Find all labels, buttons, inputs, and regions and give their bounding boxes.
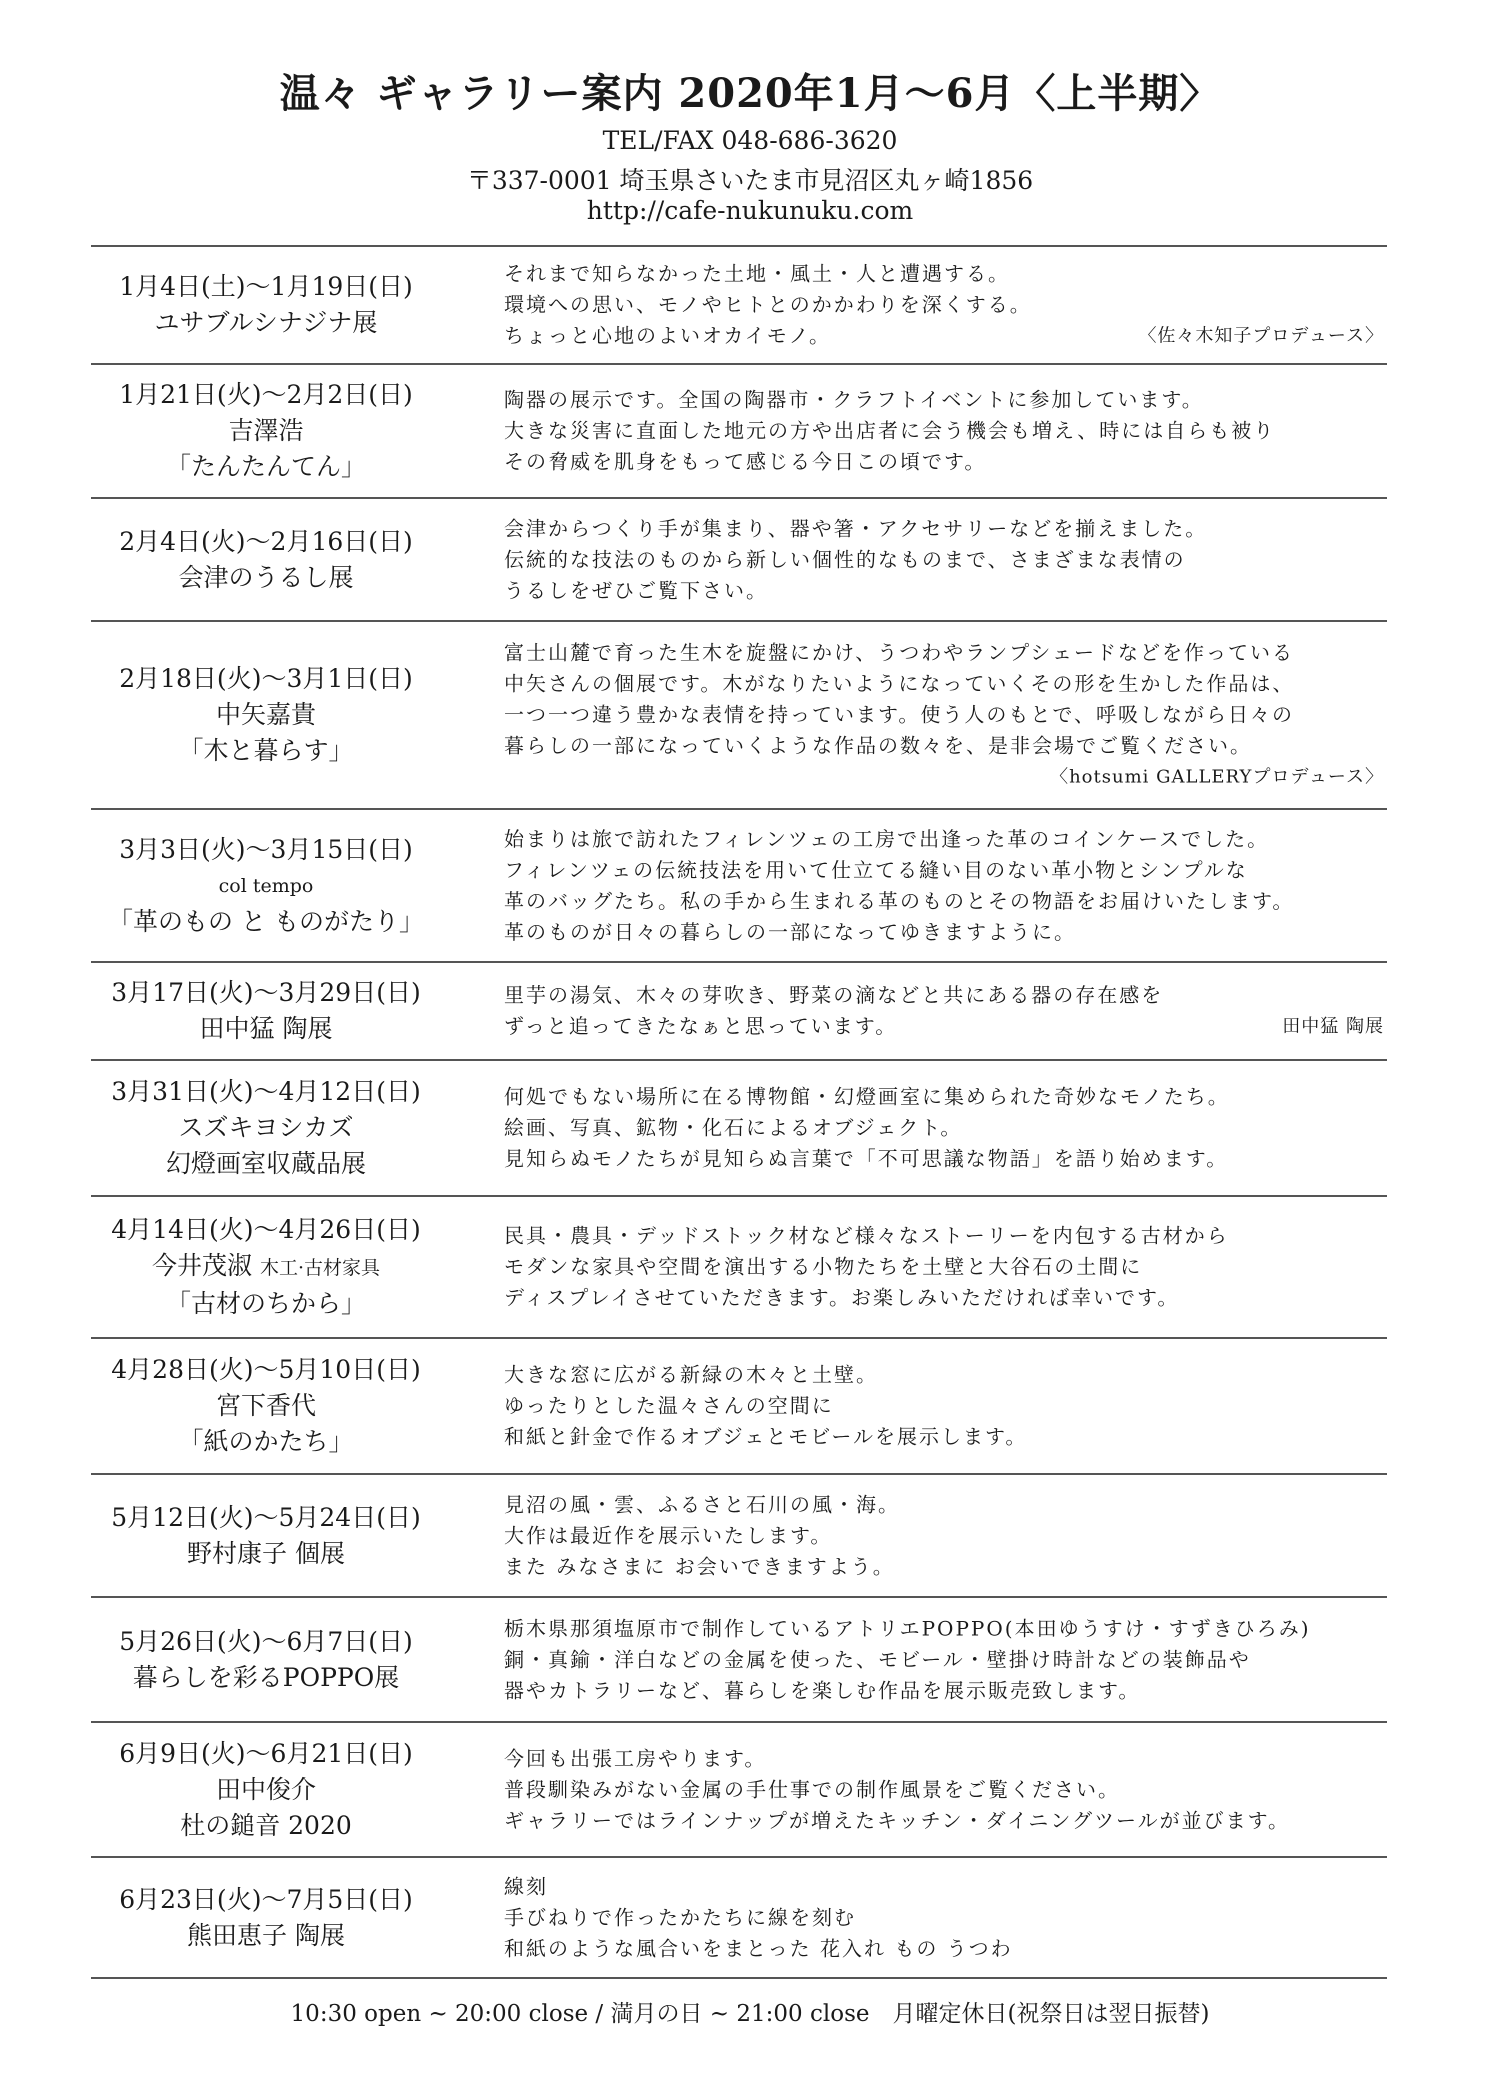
event-dates xyxy=(91,832,441,868)
description-text: モダンな家具や空間を演出する小物たちを土壁と大谷石の土間に xyxy=(504,1254,1143,1279)
event-name xyxy=(91,305,441,341)
event-title-text: 田中猛 陶展 xyxy=(199,1014,333,1043)
event-row xyxy=(91,1858,1387,1977)
event-dates xyxy=(91,1212,441,1248)
event-name xyxy=(91,1536,441,1572)
event-title-text: col tempo xyxy=(218,874,314,897)
event-row xyxy=(91,1475,1387,1596)
event-title-text: 1月4日(土)〜1月19日(日) xyxy=(119,272,413,301)
event-description xyxy=(504,1743,1384,1836)
event-title-text: 野村康子 個展 xyxy=(187,1538,345,1568)
description-line xyxy=(504,980,1384,1011)
event-title-block xyxy=(91,269,441,341)
event-title-text: 6月23日(火)〜7月5日(日) xyxy=(119,1884,413,1914)
event-row xyxy=(91,622,1387,808)
description-text: 大作は最近作を展示いたします。 xyxy=(504,1523,833,1547)
event-description xyxy=(504,1871,1384,1964)
event-dates xyxy=(91,1352,441,1388)
event-row xyxy=(91,963,1387,1059)
event-name xyxy=(91,697,441,733)
description-text: 絵画、写真、鉱物・化石によるオブジェクト。 xyxy=(504,1115,963,1140)
description-text: 暮らしの一部になっていくような作品の数々を、是非会場でご覧ください。 xyxy=(504,733,1252,758)
event-row xyxy=(91,499,1387,620)
event-name xyxy=(91,1011,441,1047)
description-text: 手びねりで作ったかたちに線を刻む xyxy=(504,1905,856,1929)
event-title-text: 4月14日(火)〜4月26日(日) xyxy=(111,1215,421,1244)
event-title-text: 5月12日(火)〜5月24日(日) xyxy=(111,1502,421,1532)
description-line xyxy=(504,385,1384,416)
event-description xyxy=(504,824,1384,948)
description-line xyxy=(504,1283,1384,1314)
description-text: ギャラリーではラインナップが増えたキッチン・ダイニングツールが並びます。 xyxy=(504,1808,1290,1832)
description-line xyxy=(504,1805,1384,1836)
address: 〒337-0001 埼玉県さいたま市見沼区丸ヶ崎1856 xyxy=(466,166,1034,195)
event-title-text: 1月21日(火)〜2月2日(日) xyxy=(119,380,413,409)
description-line xyxy=(504,290,1384,321)
event-description xyxy=(504,1613,1384,1706)
event-dates xyxy=(91,975,441,1011)
event-title-block xyxy=(91,975,441,1047)
description-line xyxy=(504,1613,1384,1644)
description-line xyxy=(504,1221,1384,1252)
description-line xyxy=(504,513,1384,544)
event-name xyxy=(91,413,441,449)
event-name xyxy=(91,1772,441,1808)
description-line xyxy=(504,1011,1384,1042)
description-text: その脅威を肌身をもって感じる今日この頃です。 xyxy=(504,449,987,474)
description-text: 和紙のような風合いをまとった 花入れ もの うつわ xyxy=(504,1936,1013,1960)
event-description xyxy=(504,385,1384,478)
event-description xyxy=(504,259,1384,352)
event-name xyxy=(91,1248,441,1286)
event-title-text: 熊田恵子 陶展 xyxy=(187,1920,345,1950)
event-name xyxy=(91,1660,441,1696)
description-text: 見沼の風・雲、ふるさと石川の風・海。 xyxy=(504,1492,900,1516)
description-text: フィレンツェの伝統技法を用いて仕立てる縫い目のない革小物とシンプルな xyxy=(504,857,1248,882)
description-line xyxy=(504,575,1384,606)
event-dates xyxy=(91,661,441,697)
event-title-block xyxy=(91,1624,441,1696)
description-text: 器やカトラリーなど、暮らしを楽しむ作品を展示販売致します。 xyxy=(504,1678,1141,1702)
event-name xyxy=(91,449,441,485)
description-text: 伝統的な技法のものから新しい個性的なものまで、さまざまな表情の xyxy=(504,547,1186,571)
event-credit: 〈佐々木知子プロデュース〉 xyxy=(1138,325,1384,347)
description-text: 里芋の湯気、木々の芽吹き、野菜の滴などと共にある器の存在感を xyxy=(504,983,1164,1007)
tel-fax: TEL/FAX 048-686-3620 xyxy=(602,126,898,155)
description-text: 何処でもない場所に在る博物館・幻燈画室に集められた奇妙なモノたち。 xyxy=(504,1084,1230,1109)
event-title-text: 5月26日(火)〜6月7日(日) xyxy=(119,1626,413,1656)
description-text: ちょっと心地のよいオカイモノ。 xyxy=(504,323,831,348)
event-name xyxy=(91,868,441,904)
event-description xyxy=(504,513,1384,606)
description-line xyxy=(504,855,1384,886)
event-description xyxy=(504,638,1384,793)
event-title-text: スズキヨシカズ xyxy=(178,1113,354,1142)
description-line xyxy=(504,544,1384,575)
description-line xyxy=(504,1391,1384,1422)
event-title-text: 「革のもの と ものがたり」 xyxy=(108,906,424,936)
description-text: ゆったりとした温々さんの空間に xyxy=(504,1393,834,1418)
event-title-text: 3月17日(火)〜3月29日(日) xyxy=(111,978,421,1007)
event-name xyxy=(91,1424,441,1460)
description-line xyxy=(504,1144,1384,1175)
description-text: ディスプレイさせていただきます。お楽しみいただければ幸いです。 xyxy=(504,1285,1180,1310)
event-title-text: 「紙のかたち」 xyxy=(178,1427,354,1456)
description-text: 陶器の展示です。全国の陶器市・クラフトイベントに参加しています。 xyxy=(504,387,1204,412)
event-title-text: 宮下香代 xyxy=(215,1391,316,1420)
event-row xyxy=(91,1723,1387,1856)
event-title-block xyxy=(91,1882,441,1954)
description-text: 線刻 xyxy=(504,1874,548,1898)
event-row xyxy=(91,1598,1387,1721)
event-dates xyxy=(91,524,441,560)
description-line xyxy=(504,1520,1384,1551)
event-title-text: 幻燈画室収蔵品展 xyxy=(165,1149,366,1178)
event-name xyxy=(91,1146,441,1182)
description-line xyxy=(504,700,1384,731)
event-credit: 田中猛 陶展 xyxy=(1282,1016,1384,1037)
description-text: それまで知らなかった土地・風土・人と遭遇する。 xyxy=(504,261,1010,286)
divider xyxy=(91,1977,1387,1979)
event-name xyxy=(91,904,441,940)
description-text: 今回も出張工房やります。 xyxy=(504,1746,767,1770)
event-row xyxy=(91,1339,1387,1473)
description-line xyxy=(504,1774,1384,1805)
event-description xyxy=(504,1489,1384,1582)
event-title-block xyxy=(91,1212,441,1322)
description-text: 民具・農具・デッドストック材など様々なストーリーを内包する古材から xyxy=(504,1223,1229,1248)
description-text: 中矢さんの個展です。木がなりたいようになっていくその形を生かした作品は、 xyxy=(504,671,1295,696)
description-line xyxy=(504,321,1384,352)
description-text: 和紙と針金で作るオブジェとモビールを展示します。 xyxy=(504,1424,1028,1449)
event-name xyxy=(91,560,441,596)
event-row xyxy=(91,365,1387,497)
website-url: http://cafe-nukunuku.com xyxy=(586,196,914,225)
event-title-text: 「木と暮らす」 xyxy=(178,736,354,765)
event-description xyxy=(504,980,1384,1042)
event-title-text: 田中俊介 xyxy=(215,1774,316,1804)
event-dates xyxy=(91,377,441,413)
event-title-text: 6月9日(火)〜6月21日(日) xyxy=(119,1738,413,1768)
description-line xyxy=(504,1902,1384,1933)
event-title-text: 今井茂淑 xyxy=(151,1251,252,1280)
event-title-text: 吉澤浩 xyxy=(228,416,304,445)
event-title-text: 3月3日(火)〜3月15日(日) xyxy=(119,834,413,864)
description-text: 革のものが日々の暮らしの一部になってゆきますように。 xyxy=(504,919,1076,944)
description-line xyxy=(504,1082,1384,1113)
description-text: 環境への思い、モノやヒトとのかかわりを深くする。 xyxy=(504,292,1032,317)
event-dates xyxy=(91,1500,441,1536)
description-line xyxy=(504,1360,1384,1391)
description-text: 大きな窓に広がる新緑の木々と土壁。 xyxy=(504,1362,878,1387)
event-title-block xyxy=(91,1500,441,1572)
event-title-text: 「たんたんてん」 xyxy=(165,452,366,481)
description-text: 会津からつくり手が集まり、器や箸・アクセサリーなどを揃えました。 xyxy=(504,516,1208,540)
description-line xyxy=(504,1551,1384,1582)
description-line xyxy=(504,1252,1384,1283)
event-row xyxy=(91,247,1387,363)
event-name xyxy=(91,733,441,769)
event-name xyxy=(91,1808,441,1844)
description-line xyxy=(504,447,1384,478)
event-row xyxy=(91,810,1387,961)
description-line xyxy=(504,1933,1384,1964)
event-title-block xyxy=(91,1736,441,1844)
description-line xyxy=(504,1113,1384,1144)
event-dates xyxy=(91,1882,441,1918)
description-text: 富士山麓で育った生木を旋盤にかけ、うつわやランプシェードなどを作っている xyxy=(504,640,1294,665)
description-text: ずっと追ってきたなぁと思っています。 xyxy=(504,1014,898,1038)
event-title-text: 「古材のちから」 xyxy=(165,1289,366,1318)
event-dates xyxy=(91,1074,441,1110)
event-dates xyxy=(91,1736,441,1772)
event-name xyxy=(91,1918,441,1954)
description-line xyxy=(504,1644,1384,1675)
description-line xyxy=(504,259,1384,290)
event-description xyxy=(504,1221,1384,1314)
description-text: 革のバッグたち。私の手から生まれる革のものとその物語をお届けいたします。 xyxy=(504,888,1295,913)
event-title-block xyxy=(91,377,441,485)
event-row xyxy=(91,1061,1387,1195)
event-title-text: 3月31日(火)〜4月12日(日) xyxy=(111,1077,421,1106)
description-text: また みなさまに お会いできますよう。 xyxy=(504,1554,895,1578)
description-text: 栃木県那須塩原市で制作しているアトリエPOPPO(本田ゆうすけ・すずきひろみ) xyxy=(504,1616,1311,1640)
description-text: 普段馴染みがない金属の手仕事での制作風景をご覧ください。 xyxy=(504,1777,1120,1801)
event-title-block xyxy=(91,1074,441,1182)
event-title-text: 2月4日(火)〜2月16日(日) xyxy=(119,526,413,556)
event-title-text: 暮らしを彩るPOPPO展 xyxy=(132,1662,400,1692)
event-title-text: ユサブルシナジナ展 xyxy=(154,308,378,337)
description-line xyxy=(504,1489,1384,1520)
description-line xyxy=(504,1675,1384,1706)
event-title-block xyxy=(91,1352,441,1460)
event-name xyxy=(91,1110,441,1146)
opening-hours: 10:30 open ~ 20:00 close / 満月の日 ~ 21:00 close 月曜定休日(祝祭日は翌日振替) xyxy=(290,2001,1210,2027)
event-title-text: 2月18日(火)〜3月1日(日) xyxy=(119,664,413,693)
event-dates xyxy=(91,1624,441,1660)
event-dates xyxy=(91,269,441,305)
description-line xyxy=(504,638,1384,669)
description-text: 一つ一つ違う豊かな表情を持っています。使う人のもとで、呼吸しながら日々の xyxy=(504,702,1294,727)
description-line xyxy=(504,1422,1384,1453)
description-text: 銅・真鍮・洋白などの金属を使った、モビール・壁掛け時計などの装飾品や xyxy=(504,1647,1251,1671)
description-line xyxy=(504,917,1384,948)
page-title: 温々 ギャラリー案内 2020年1月〜6月〈上半期〉 xyxy=(279,70,1221,117)
event-title-text: 杜の鎚音 2020 xyxy=(180,1810,352,1840)
description-line xyxy=(504,1871,1384,1902)
description-line xyxy=(504,731,1384,762)
event-title-text: 中矢嘉貴 xyxy=(215,700,316,729)
event-title-block xyxy=(91,832,441,940)
event-name xyxy=(91,1388,441,1424)
event-category: 木工·古材家具 xyxy=(259,1257,380,1279)
description-line xyxy=(504,1743,1384,1774)
description-text: 大きな災害に直面した地元の方や出店者に会う機会も増え、時には自らも被り xyxy=(504,418,1276,443)
description-line xyxy=(504,886,1384,917)
description-line xyxy=(504,824,1384,855)
event-title-block xyxy=(91,661,441,769)
event-description xyxy=(504,1082,1384,1175)
event-title-block xyxy=(91,524,441,596)
event-credit: 〈hotsumi GALLERYプロデュース〉 xyxy=(1050,766,1384,788)
description-text: うるしをぜひご覧下さい。 xyxy=(504,578,768,602)
event-title-text: 会津のうるし展 xyxy=(178,562,354,592)
event-name xyxy=(91,1286,441,1322)
description-text: 見知らぬモノたちが見知らぬ言葉で「不可思議な物語」を語り始めます。 xyxy=(504,1146,1229,1171)
event-row xyxy=(91,1197,1387,1337)
description-line xyxy=(504,669,1384,700)
event-title-text: 4月28日(火)〜5月10日(日) xyxy=(111,1355,421,1384)
event-description xyxy=(504,1360,1384,1453)
description-text: 始まりは旅で訪れたフィレンツェの工房で出逢った革のコインケースでした。 xyxy=(504,826,1270,851)
description-line xyxy=(504,416,1384,447)
